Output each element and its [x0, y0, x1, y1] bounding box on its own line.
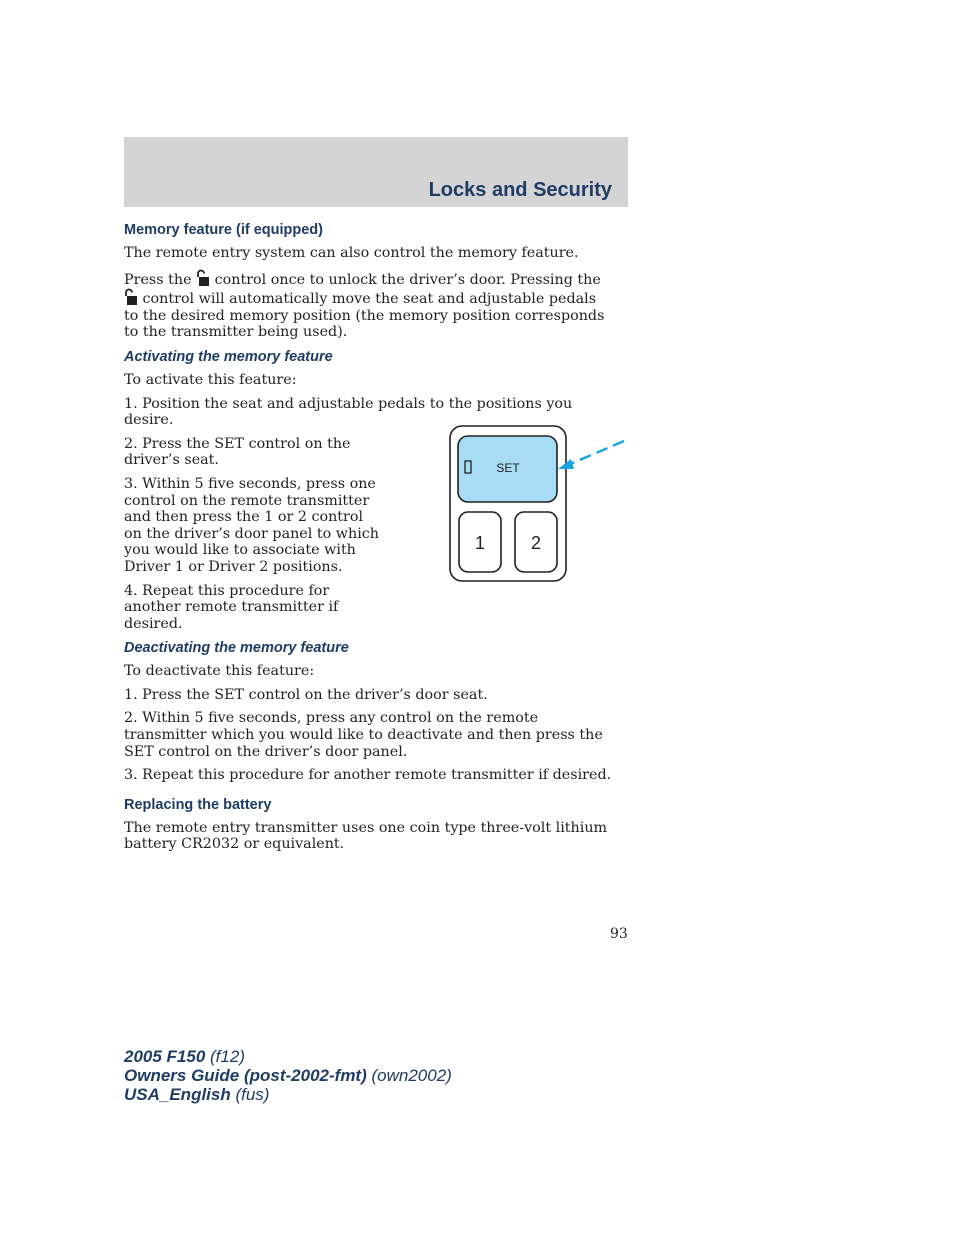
section-title: Locks and Security [428, 179, 612, 201]
memory-text-c: control will automatically move the seat and adjustable pedals to the desired memory position (the memory position corresponds to the transmitter being used). [124, 291, 605, 341]
memory-switch-figure [446, 423, 630, 585]
activating-intro: To activate this feature: [124, 371, 297, 388]
memory-button-1-label: 1 [474, 533, 486, 553]
set-button-label: SET [496, 461, 520, 475]
memory-intro: The remote entry system can also control the memory feature. [124, 245, 579, 261]
deactivating-heading: Deactivating the memory feature [124, 640, 349, 657]
page-number: 93 [610, 926, 628, 942]
deactivating-step-3: 3. Repeat this procedure for another remote transmitter if desired. [124, 767, 612, 784]
footer-guide: Owners Guide (post-2002-fmt) [124, 1066, 367, 1085]
section-header-band [124, 137, 628, 207]
footer-line-1 [124, 1047, 452, 1066]
footer-line-3 [124, 1085, 452, 1104]
footer-language: USA_English [124, 1085, 231, 1104]
document-footer [124, 1047, 452, 1104]
activating-step-2: 2. Press the SET control on the driver’s seat. [124, 435, 351, 469]
deactivating-step-1: 1. Press the SET control on the driver’s door seat. [124, 686, 488, 703]
unlock-icon [196, 269, 210, 287]
deactivating-step-2: 2. Within 5 five seconds, press any control on the remote transmitter which you would like to deactivate and then press the SET control on the driver’s door panel. [124, 710, 603, 760]
activating-step-1: 1. Position the seat and adjustable pedals to the positions you desire. [124, 395, 573, 429]
memory-feature-heading: Memory feature (if equipped) [124, 222, 323, 238]
memory-description [124, 269, 614, 341]
footer-model: 2005 F150 [124, 1047, 206, 1066]
battery-heading: Replacing the battery [124, 796, 272, 813]
memory-button-2-label: 2 [530, 533, 542, 553]
pointer-arrow-line [568, 441, 624, 465]
memory-text-a: Press the [124, 271, 197, 288]
footer-language-code: (fus) [230, 1085, 270, 1104]
activating-step-3: 3. Within 5 five seconds, press one control on the remote transmitter and then press the 1 or 2 control on the driver’s door panel to which you would like to associate with Driver 1 or Driver 2 positions. [124, 475, 380, 575]
memory-text-b: control once to unlock the driver’s door. Pressing the [210, 271, 601, 288]
unlock-icon [124, 288, 138, 306]
activating-step-4: 4. Repeat this procedure for another remote transmitter if desired. [124, 582, 339, 632]
footer-guide-code: (own2002) [366, 1066, 452, 1085]
battery-description: The remote entry transmitter uses one coin type three-volt lithium battery CR2032 or equivalent. [124, 819, 608, 853]
footer-line-2 [124, 1066, 452, 1085]
activating-heading: Activating the memory feature [124, 348, 333, 365]
deactivating-intro: To deactivate this feature: [124, 663, 315, 680]
footer-model-code: (f12) [205, 1047, 245, 1066]
